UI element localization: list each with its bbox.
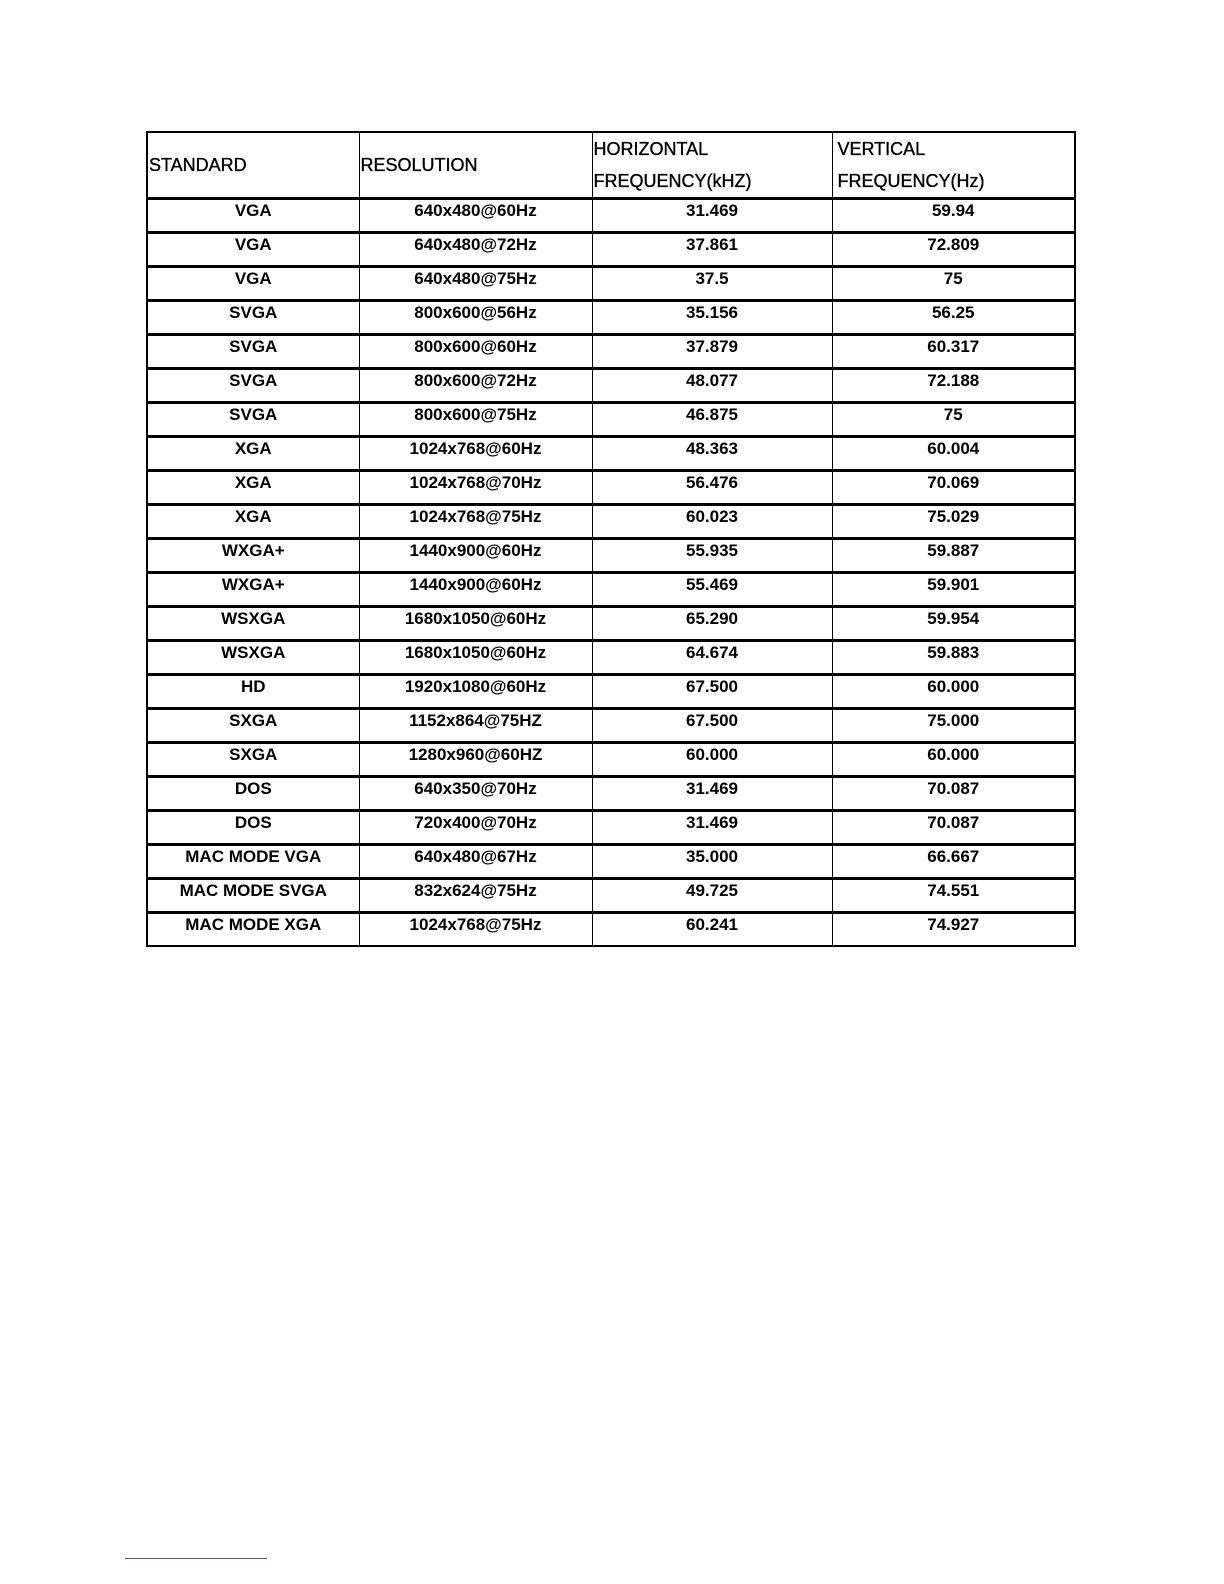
vertical-frequency-cell: 74.551 (832, 879, 1075, 913)
table-row (147, 777, 1075, 811)
table-row (147, 505, 1075, 539)
table-row (147, 675, 1075, 709)
vertical-frequency-cell: 59.94 (832, 199, 1075, 233)
vertical-frequency-cell: 70.069 (832, 471, 1075, 505)
table-row (147, 879, 1075, 913)
table-row (147, 437, 1075, 471)
footnote-separator (125, 1558, 267, 1559)
resolution-cell: 1152x864@75HZ (359, 709, 592, 743)
vertical-frequency-cell: 66.667 (832, 845, 1075, 879)
resolution-cell: 1024x768@75Hz (359, 913, 592, 947)
vertical-frequency-cell: 75 (832, 403, 1075, 437)
resolution-cell: 800x600@56Hz (359, 301, 592, 335)
resolution-cell: 1280x960@60HZ (359, 743, 592, 777)
vertical-frequency-cell: 59.887 (832, 539, 1075, 573)
vertical-frequency-cell: 59.883 (832, 641, 1075, 675)
horizontal-frequency-cell: 67.500 (592, 675, 832, 709)
table-row (147, 335, 1075, 369)
horizontal-frequency-cell: 35.000 (592, 845, 832, 879)
standard-cell: MAC MODE XGA (147, 913, 359, 947)
horizontal-frequency-cell: 31.469 (592, 777, 832, 811)
header-standard-line-1: STANDARD (149, 155, 247, 175)
horizontal-frequency-cell: 67.500 (592, 709, 832, 743)
vertical-frequency-cell: 72.188 (832, 369, 1075, 403)
resolution-cell: 800x600@60Hz (359, 335, 592, 369)
header-resolution (359, 132, 592, 199)
standard-cell: VGA (147, 267, 359, 301)
standard-cell: WXGA+ (147, 539, 359, 573)
standard-cell: SVGA (147, 403, 359, 437)
horizontal-frequency-cell: 56.476 (592, 471, 832, 505)
standard-cell: SXGA (147, 743, 359, 777)
horizontal-frequency-cell: 48.363 (592, 437, 832, 471)
standard-cell: SXGA (147, 709, 359, 743)
vertical-frequency-cell: 60.000 (832, 675, 1075, 709)
header-standard (147, 132, 359, 199)
standard-cell: WSXGA (147, 641, 359, 675)
horizontal-frequency-cell: 35.156 (592, 301, 832, 335)
horizontal-frequency-cell: 60.241 (592, 913, 832, 947)
horizontal-frequency-cell: 65.290 (592, 607, 832, 641)
resolution-cell: 800x600@72Hz (359, 369, 592, 403)
table-row (147, 913, 1075, 947)
vertical-frequency-cell: 56.25 (832, 301, 1075, 335)
resolution-cell: 1440x900@60Hz (359, 539, 592, 573)
horizontal-frequency-cell: 64.674 (592, 641, 832, 675)
horizontal-frequency-cell: 31.469 (592, 199, 832, 233)
vertical-frequency-cell: 60.000 (832, 743, 1075, 777)
resolution-cell: 1680x1050@60Hz (359, 607, 592, 641)
standard-cell: HD (147, 675, 359, 709)
table-row (147, 709, 1075, 743)
resolution-cell: 1920x1080@60Hz (359, 675, 592, 709)
vertical-frequency-cell: 70.087 (832, 777, 1075, 811)
header-vertical-frequency (832, 132, 1075, 199)
timing-table-header (147, 132, 1075, 199)
table-row (147, 199, 1075, 233)
vertical-frequency-cell: 75.029 (832, 505, 1075, 539)
vertical-frequency-cell: 75 (832, 267, 1075, 301)
table-row (147, 267, 1075, 301)
header-row (147, 132, 1075, 199)
horizontal-frequency-cell: 37.879 (592, 335, 832, 369)
standard-cell: MAC MODE SVGA (147, 879, 359, 913)
resolution-cell: 640x480@67Hz (359, 845, 592, 879)
vertical-frequency-cell: 60.004 (832, 437, 1075, 471)
resolution-cell: 720x400@70Hz (359, 811, 592, 845)
standard-cell: WXGA+ (147, 573, 359, 607)
horizontal-frequency-cell: 49.725 (592, 879, 832, 913)
standard-cell: WSXGA (147, 607, 359, 641)
standard-cell: MAC MODE VGA (147, 845, 359, 879)
resolution-cell: 640x480@72Hz (359, 233, 592, 267)
vertical-frequency-cell: 70.087 (832, 811, 1075, 845)
header-horizontal-line-1: HORIZONTAL (593, 139, 709, 159)
table-row (147, 573, 1075, 607)
resolution-cell: 640x480@75Hz (359, 267, 592, 301)
timing-table-body (147, 199, 1075, 947)
table-row (147, 233, 1075, 267)
standard-cell: DOS (147, 777, 359, 811)
header-resolution-line-1: RESOLUTION (360, 155, 478, 175)
vertical-frequency-cell: 72.809 (832, 233, 1075, 267)
standard-cell: XGA (147, 471, 359, 505)
table-row (147, 369, 1075, 403)
header-vertical-line-2: FREQUENCY(Hz) (837, 171, 985, 191)
standard-cell: SVGA (147, 369, 359, 403)
header-horizontal-frequency (592, 132, 832, 199)
horizontal-frequency-cell: 60.000 (592, 743, 832, 777)
horizontal-frequency-cell: 46.875 (592, 403, 832, 437)
header-horizontal-line-2: FREQUENCY(kHZ) (593, 171, 752, 191)
resolution-cell: 640x480@60Hz (359, 199, 592, 233)
resolution-cell: 800x600@75Hz (359, 403, 592, 437)
standard-cell: DOS (147, 811, 359, 845)
horizontal-frequency-cell: 55.469 (592, 573, 832, 607)
horizontal-frequency-cell: 48.077 (592, 369, 832, 403)
table-row (147, 539, 1075, 573)
resolution-cell: 1024x768@70Hz (359, 471, 592, 505)
timing-table (146, 131, 1076, 947)
table-row (147, 301, 1075, 335)
vertical-frequency-cell: 74.927 (832, 913, 1075, 947)
standard-cell: SVGA (147, 335, 359, 369)
resolution-cell: 1024x768@60Hz (359, 437, 592, 471)
horizontal-frequency-cell: 37.861 (592, 233, 832, 267)
horizontal-frequency-cell: 60.023 (592, 505, 832, 539)
horizontal-frequency-cell: 31.469 (592, 811, 832, 845)
vertical-frequency-cell: 59.954 (832, 607, 1075, 641)
resolution-cell: 1024x768@75Hz (359, 505, 592, 539)
resolution-cell: 832x624@75Hz (359, 879, 592, 913)
standard-cell: SVGA (147, 301, 359, 335)
table-row (147, 607, 1075, 641)
table-row (147, 845, 1075, 879)
table-row (147, 641, 1075, 675)
table-row (147, 811, 1075, 845)
standard-cell: VGA (147, 199, 359, 233)
resolution-cell: 1440x900@60Hz (359, 573, 592, 607)
standard-cell: VGA (147, 233, 359, 267)
standard-cell: XGA (147, 437, 359, 471)
resolution-cell: 640x350@70Hz (359, 777, 592, 811)
table-row (147, 471, 1075, 505)
vertical-frequency-cell: 60.317 (832, 335, 1075, 369)
horizontal-frequency-cell: 37.5 (592, 267, 832, 301)
resolution-cell: 1680x1050@60Hz (359, 641, 592, 675)
table-row (147, 743, 1075, 777)
table-row (147, 403, 1075, 437)
horizontal-frequency-cell: 55.935 (592, 539, 832, 573)
vertical-frequency-cell: 59.901 (832, 573, 1075, 607)
header-vertical-line-1: VERTICAL (837, 139, 926, 159)
standard-cell: XGA (147, 505, 359, 539)
vertical-frequency-cell: 75.000 (832, 709, 1075, 743)
